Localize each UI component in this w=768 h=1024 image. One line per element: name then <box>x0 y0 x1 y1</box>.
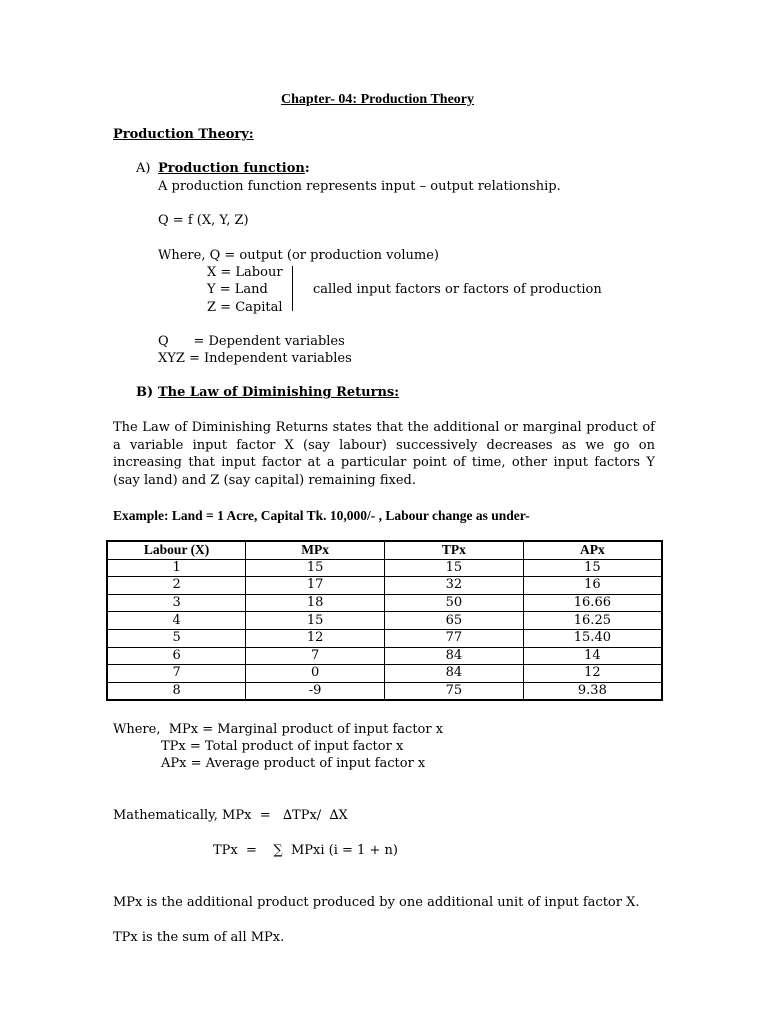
cell-tpx: 77 <box>385 629 524 647</box>
cell-labour: 4 <box>107 612 246 630</box>
table-row <box>107 682 662 700</box>
cell-labour: 2 <box>107 577 246 595</box>
part-a-marker: A) <box>136 161 151 176</box>
part-a-heading-text: Production function <box>158 161 305 176</box>
cell-tpx: 75 <box>385 682 524 700</box>
cell-tpx: 15 <box>385 559 524 577</box>
chapter-title: Chapter- 04: Production Theory <box>281 92 475 107</box>
part-a-description: A production function represents input – output relationship. <box>158 179 561 194</box>
table-header-row <box>107 541 662 559</box>
part-b-marker: B) <box>136 385 154 400</box>
cell-apx: 16.25 <box>523 612 662 630</box>
production-formula: Q = f (X, Y, Z) <box>158 213 249 228</box>
header-tpx: TPx <box>385 541 524 559</box>
cell-mpx: 17 <box>246 577 385 595</box>
table-row <box>107 647 662 665</box>
definition-apx: APx = Average product of input factor x <box>161 756 426 771</box>
cell-mpx: 18 <box>246 594 385 612</box>
cell-labour: 8 <box>107 682 246 700</box>
law-paragraph: The Law of Diminishing Returns states that the additional or marginal product of a variable input factor X (say labour) successively decreases as we go on increasing that input factor at a particular point of time, other input factors Y (say land) and Z (say capital) remaining fixed. <box>113 420 655 488</box>
header-labour: Labour (X) <box>107 541 246 559</box>
cell-apx: 14 <box>523 647 662 665</box>
where-output-line: Where, Q = output (or production volume) <box>158 248 439 263</box>
production-table <box>106 540 663 701</box>
independent-variables: XYZ = Independent variables <box>158 351 352 366</box>
part-b-heading: The Law of Diminishing Returns: <box>158 385 400 400</box>
example-line: Example: Land = 1 Acre, Capital Tk. 10,000/- , Labour change as under- <box>113 508 530 523</box>
cell-labour: 6 <box>107 647 246 665</box>
dependent-variables: Q = Dependent variables <box>158 334 345 349</box>
cell-labour: 3 <box>107 594 246 612</box>
cell-mpx: 15 <box>246 612 385 630</box>
part-a-heading-colon: : <box>304 161 310 176</box>
table-row <box>107 577 662 595</box>
header-mpx: MPx <box>246 541 385 559</box>
cell-apx: 9.38 <box>523 682 662 700</box>
mpx-note: MPx is the additional product produced by one additional unit of input factor X. <box>113 895 640 910</box>
cell-apx: 16.66 <box>523 594 662 612</box>
mpx-formula: Mathematically, MPx = ∆TPx/ ∆X <box>113 808 348 823</box>
cell-apx: 16 <box>523 577 662 595</box>
definition-mpx: Where, MPx = Marginal product of input factor x <box>113 722 444 737</box>
cell-apx: 12 <box>523 665 662 683</box>
section-heading: Production Theory: <box>113 127 254 142</box>
factor-bracket-line <box>292 266 293 311</box>
cell-apx: 15 <box>523 559 662 577</box>
tpx-sum-formula: TPx = ∑ MPxi (i = 1 + n) <box>213 843 398 858</box>
cell-mpx: 7 <box>246 647 385 665</box>
cell-mpx: 12 <box>246 629 385 647</box>
table-row <box>107 559 662 577</box>
cell-mpx: 15 <box>246 559 385 577</box>
cell-tpx: 65 <box>385 612 524 630</box>
cell-tpx: 84 <box>385 665 524 683</box>
cell-apx: 15.40 <box>523 629 662 647</box>
table-row <box>107 594 662 612</box>
factor-labour: X = Labour <box>207 265 283 280</box>
header-apx: APx <box>523 541 662 559</box>
table-row <box>107 629 662 647</box>
definition-tpx: TPx = Total product of input factor x <box>161 739 404 754</box>
cell-mpx: 0 <box>246 665 385 683</box>
factor-land: Y = Land <box>207 282 268 297</box>
tpx-note: TPx is the sum of all MPx. <box>113 930 285 945</box>
cell-tpx: 32 <box>385 577 524 595</box>
cell-mpx: -9 <box>246 682 385 700</box>
cell-tpx: 84 <box>385 647 524 665</box>
cell-labour: 7 <box>107 665 246 683</box>
table-row <box>107 612 662 630</box>
factors-note: called input factors or factors of production <box>313 282 602 297</box>
factor-capital: Z = Capital <box>207 300 283 315</box>
table-row <box>107 665 662 683</box>
part-a-heading <box>158 160 310 177</box>
cell-labour: 5 <box>107 629 246 647</box>
cell-labour: 1 <box>107 559 246 577</box>
cell-tpx: 50 <box>385 594 524 612</box>
